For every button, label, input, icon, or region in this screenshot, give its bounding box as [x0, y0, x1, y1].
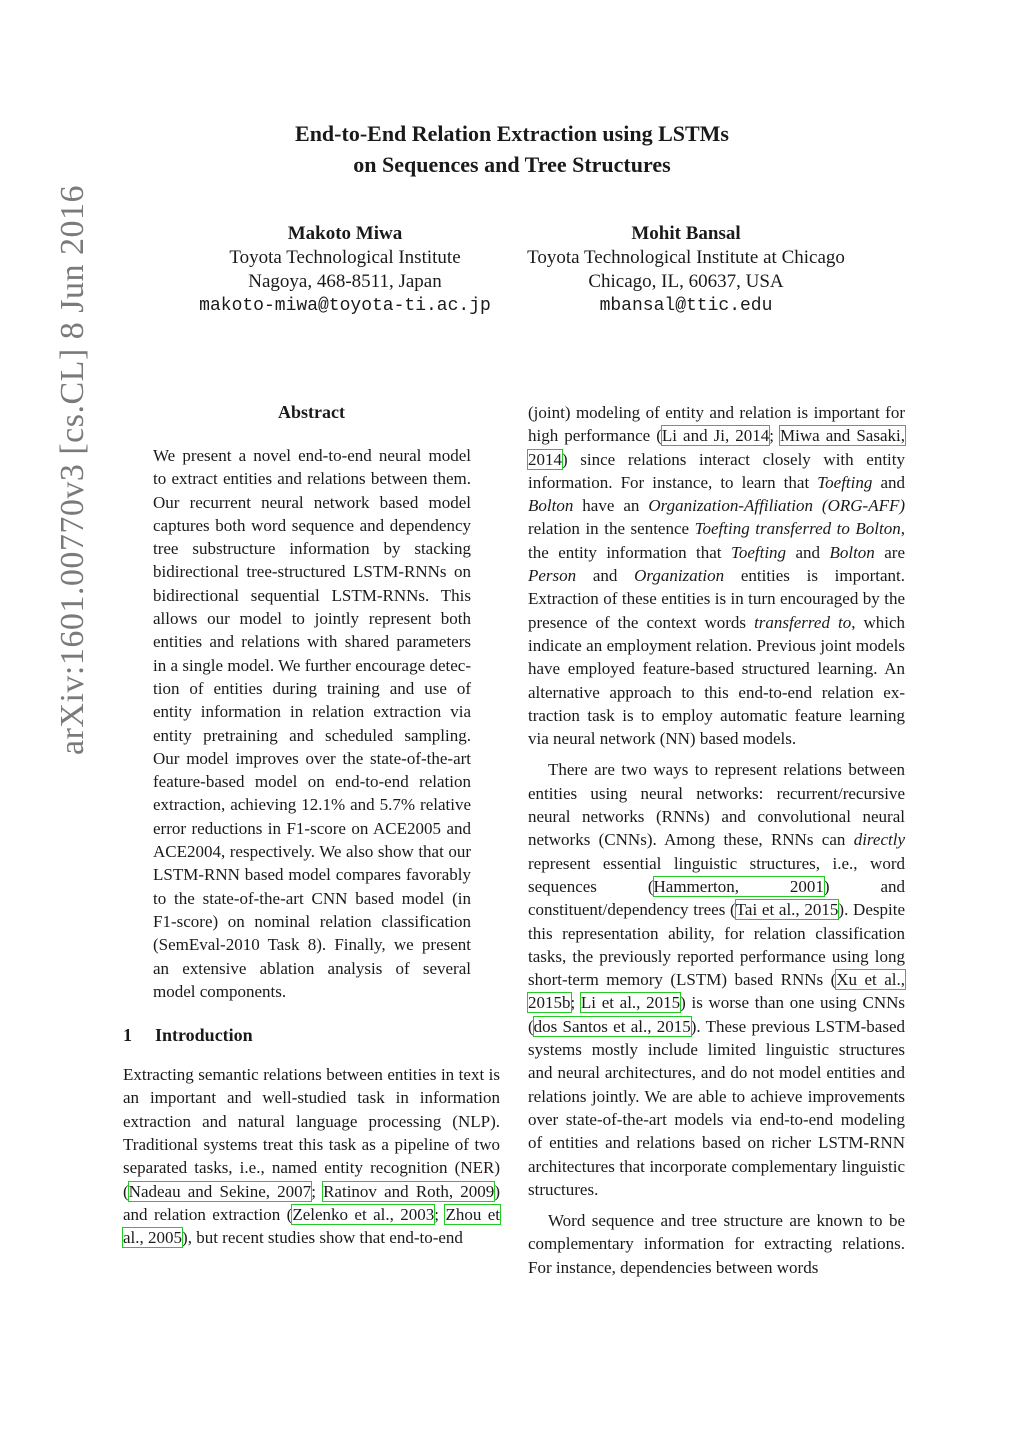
- text-run: , the entity information that: [528, 519, 905, 562]
- text-run: ) and relation extraction (: [123, 1181, 500, 1224]
- section-number: 1: [123, 1025, 132, 1046]
- emphasis-text: transferred to: [754, 612, 852, 632]
- author-name: Makoto Miwa: [287, 223, 403, 244]
- citation-link[interactable]: Tai et al., 2015: [735, 900, 839, 920]
- citation-link[interactable]: Nadeau and Sekine, 2007: [128, 1181, 312, 1201]
- emphasis-text: Organization-Affiliation (ORG-AFF): [648, 496, 906, 516]
- text-run: ). These previous LSTM-based systems mostly include limited linguistic structures and neural architectures, and do not model entities and relations jointly. We are able to achieve improvements over state-of-the-art models via end-to-end modeling of entities and relations based on richer LSTM-RNN architectures that incorporate complementary linguistic structures.: [528, 1016, 906, 1199]
- text-run: entities is important. Extraction of these entities is in turn encouraged by the presence of the context words: [528, 566, 905, 632]
- text-run: ), but recent studies show that end-to-end: [182, 1228, 463, 1248]
- section-title: Introduction: [155, 1025, 253, 1046]
- author-email: mbansal@ttic.edu: [599, 296, 773, 316]
- author-block-1: [172, 222, 518, 318]
- text-run: and: [576, 566, 635, 586]
- text-run: Extracting semantic relations between entities in text is an important and well-studied task in information extraction and natural language processing (NLP). Traditional systems treat this task as a pipeline of two separated tasks, i.e., named entity recognition (NER) (: [123, 1065, 500, 1201]
- text-run: ;: [570, 993, 581, 1013]
- citation-link[interactable]: Hammerton, 2001: [653, 876, 824, 896]
- citation-link[interactable]: Ratinov and Roth, 2009: [323, 1181, 495, 1201]
- abstract-body: We present a novel end-to-end neural model to extract entities and relations between them. Our recurrent neural network based model captures both word sequence and dependency tree substructure information by stacking bidirectional tree-structured LSTM-RNNs on bidirectional sequential LSTM-RNNs. This allows our model to jointly represent both entities and relations with shared parameters in a single model. We further encourage detection of entities during training and use of entity information in relation extraction via entity pretraining and scheduled sampling. Our model improves over the state-of-the-art feature-based model on end-to-end relation extraction, achieving 12.1% and 5.7% relative error reductions in F1-score on ACE2005 and ACE2004, respectively. We also show that our LSTM-RNN based model compares favorably to the state-of-the-art CNN based model (in F1-score) on nominal relation classification (SemEval-2010 Task 8). Finally, we present an extensive ablation analysis of several model components.: [153, 446, 471, 1001]
- intro-paragraph-1: [123, 1063, 500, 1249]
- text-run: relation in the sentence: [528, 519, 695, 539]
- author-name: Mohit Bansal: [631, 223, 741, 244]
- author-affiliation: Toyota Technological Institute at Chicago: [527, 247, 845, 268]
- text-run: , which indicate an employment relation. Previous joint models have employed feature-based structured learning. An alternative approach to this end-to-end relation extraction task is to employ automatic feature learning via neural network (NN) based models.: [528, 612, 906, 749]
- author-affiliation: Toyota Technological Institute: [229, 247, 461, 268]
- citation-link[interactable]: Zelenko et al., 2003: [292, 1204, 435, 1224]
- emphasis-text: Person: [528, 566, 577, 586]
- text-run: have an: [573, 496, 649, 516]
- author-address: Nagoya, 468-8511, Japan: [248, 271, 442, 292]
- emphasis-text: Toefting: [817, 472, 873, 492]
- text-run: are: [874, 542, 905, 562]
- intro-paragraph-2: [528, 401, 905, 750]
- text-run: (joint) modeling of entity and relation is important for high performance (: [528, 403, 905, 446]
- text-run: ). Despite this representation ability, for relation classification tasks, the previously reported performance using long short-term memory (LSTM) based RNNs (: [528, 900, 905, 990]
- citation-link[interactable]: Xu et al., 2015b: [528, 970, 905, 1013]
- text-run: ) is worse than one using CNNs (: [528, 993, 905, 1036]
- paper-title: [0, 118, 1024, 180]
- author-email: makoto-miwa@toyota-ti.ac.jp: [199, 296, 491, 316]
- right-column: [528, 401, 905, 1279]
- emphasis-text: Bolton: [528, 496, 574, 516]
- arxiv-stamp: arXiv:1601.00770v3 [cs.CL] 8 Jun 2016: [54, 184, 91, 755]
- author-address: Chicago, IL, 60637, USA: [588, 271, 784, 292]
- citation-link[interactable]: Zhou et al., 2005: [123, 1204, 500, 1248]
- abstract-heading: Abstract: [278, 402, 345, 422]
- intro-paragraph-3: [528, 758, 905, 1201]
- intro-paragraph-4: Word sequence and tree structure are known to be complementary information for extracting relations. For instance, dependencies between words: [528, 1211, 905, 1277]
- text-run: There are two ways to represent relations between entities using neural networks: recurrent/recursive neural networks (RNNs) and convolutional neural networks (CNNs). Among these, RNNs can: [528, 760, 905, 850]
- emphasis-text: Toefting: [730, 542, 787, 562]
- author-block-2: [512, 222, 860, 318]
- text-run: represent essential linguistic structures, i.e., word sequences (: [528, 853, 905, 896]
- citation-link[interactable]: Miwa and Sasaki, 2014: [528, 426, 905, 469]
- text-run: ) since relations interact closely with entity information. For instance, to learn that: [528, 449, 905, 492]
- citation-link[interactable]: Li and Ji, 2014: [661, 426, 770, 446]
- text-run: ;: [311, 1181, 324, 1201]
- text-run: and: [872, 472, 906, 492]
- citation-link[interactable]: Li et al., 2015: [580, 993, 681, 1013]
- emphasis-text: directly: [853, 830, 905, 850]
- text-run: ;: [769, 426, 781, 446]
- title-line-1: End-to-End Relation Extraction using LSTMs: [295, 121, 729, 146]
- citation-link[interactable]: dos Santos et al., 2015: [533, 1016, 691, 1036]
- text-run: ) and constituent/dependency trees (: [528, 876, 905, 920]
- section-heading: [123, 1023, 500, 1047]
- emphasis-text: Toefting transferred to Bolton: [694, 519, 901, 539]
- text-run: ;: [434, 1204, 446, 1224]
- title-line-2: on Sequences and Tree Structures: [353, 152, 671, 177]
- emphasis-text: Organization: [634, 566, 725, 586]
- left-column: [123, 400, 500, 1250]
- emphasis-text: Bolton: [829, 542, 875, 562]
- text-run: and: [786, 542, 830, 562]
